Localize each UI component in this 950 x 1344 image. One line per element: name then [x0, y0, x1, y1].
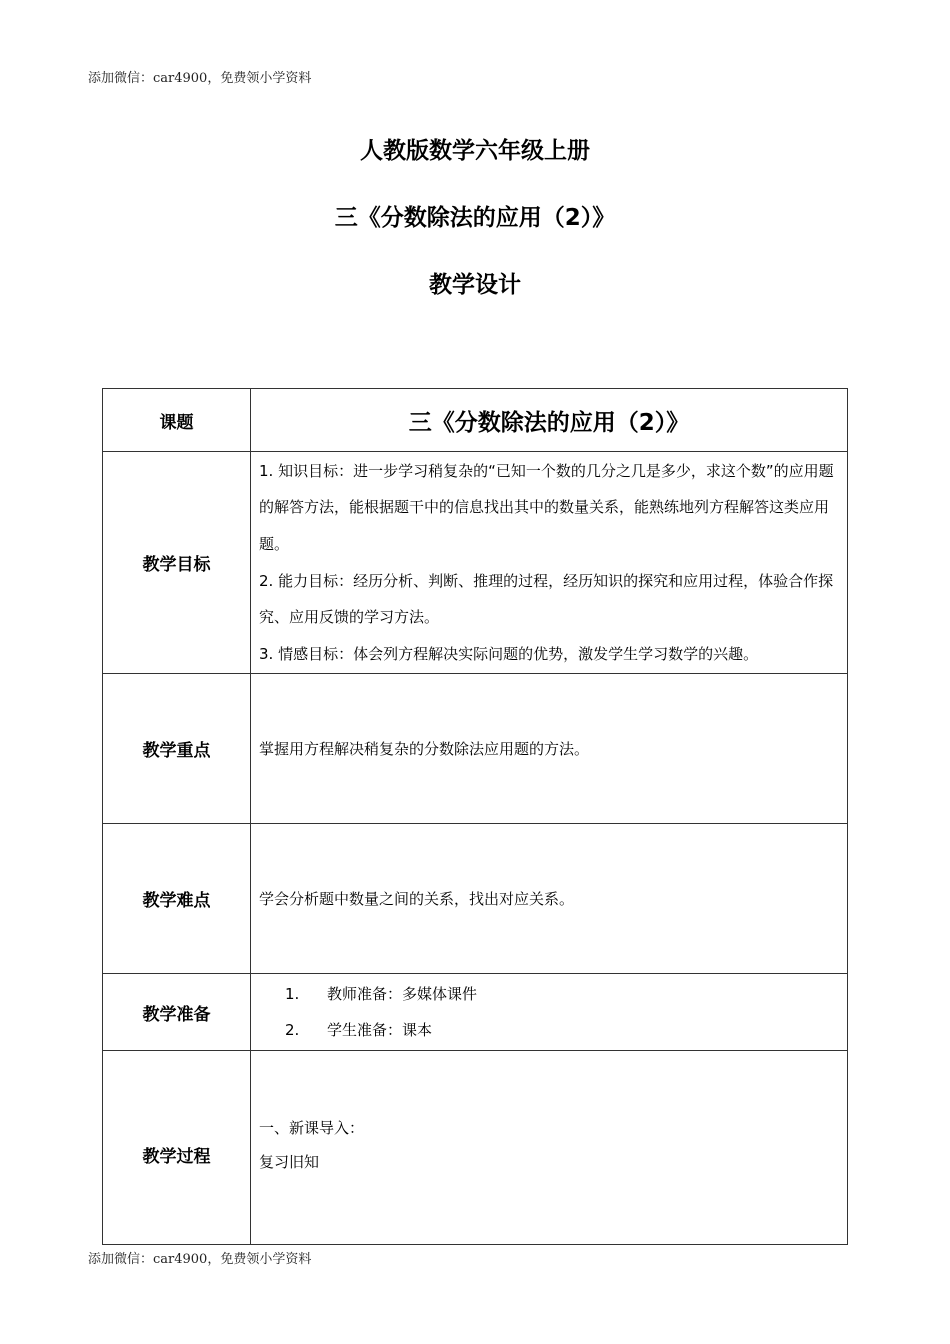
topic-label: 课题 — [103, 389, 251, 452]
process-subheading: 复习旧知 — [259, 1152, 320, 1171]
table-row-preparation — [103, 974, 848, 1051]
process-content — [251, 1051, 848, 1245]
topic-value: 三《分数除法的应用（2）》 — [251, 389, 848, 452]
difficulties-label: 教学难点 — [103, 824, 251, 974]
doc-title-line1: 人教版数学六年级上册 — [360, 138, 590, 164]
goal-item-knowledge: 1. 知识目标：进一步学习稍复杂的“已知一个数的几分之几是多少，求这个数”的应用题的解答方法，能根据题干中的信息找出其中的数量关系，能熟练地列方程解答这类应用题。 — [259, 461, 834, 553]
lesson-plan-table — [102, 388, 848, 1245]
watermark-top: 添加微信：car4900，免费领小学资料 — [88, 71, 312, 86]
process-label: 教学过程 — [103, 1051, 251, 1245]
doc-title-line3: 教学设计 — [429, 272, 521, 298]
key-points-value: 掌握用方程解决稍复杂的分数除法应用题的方法。 — [251, 674, 848, 824]
key-points-label: 教学重点 — [103, 674, 251, 824]
prep-item-number: 1. — [285, 985, 300, 1003]
preparation-content — [251, 974, 848, 1051]
table-row-process — [103, 1051, 848, 1245]
difficulties-value: 学会分析题中数量之间的关系，找出对应关系。 — [251, 824, 848, 974]
goals-label: 教学目标 — [103, 452, 251, 674]
preparation-label: 教学准备 — [103, 974, 251, 1051]
process-heading: 一、新课导入： — [259, 1118, 365, 1137]
prep-item-student — [259, 1012, 839, 1048]
goal-item-ability: 2. 能力目标：经历分析、判断、推理的过程，经历知识的探究和应用过程，体验合作探究、应用反馈的学习方法。 — [259, 571, 834, 627]
doc-title-line2: 三《分数除法的应用（2）》 — [334, 205, 616, 231]
prep-item-text: 教师准备：多媒体课件 — [327, 985, 478, 1003]
goals-content — [251, 452, 848, 674]
prep-item-teacher — [259, 976, 839, 1012]
table-row-key-points — [103, 674, 848, 824]
prep-item-number: 2. — [285, 1021, 300, 1039]
table-row-topic — [103, 389, 848, 452]
prep-item-text: 学生准备：课本 — [327, 1021, 433, 1039]
table-row-goals — [103, 452, 848, 674]
table-row-difficulties — [103, 824, 848, 974]
goal-item-emotion: 3. 情感目标：体会列方程解决实际问题的优势，激发学生学习数学的兴趣。 — [259, 644, 759, 663]
watermark-bottom: 添加微信：car4900，免费领小学资料 — [88, 1252, 312, 1267]
